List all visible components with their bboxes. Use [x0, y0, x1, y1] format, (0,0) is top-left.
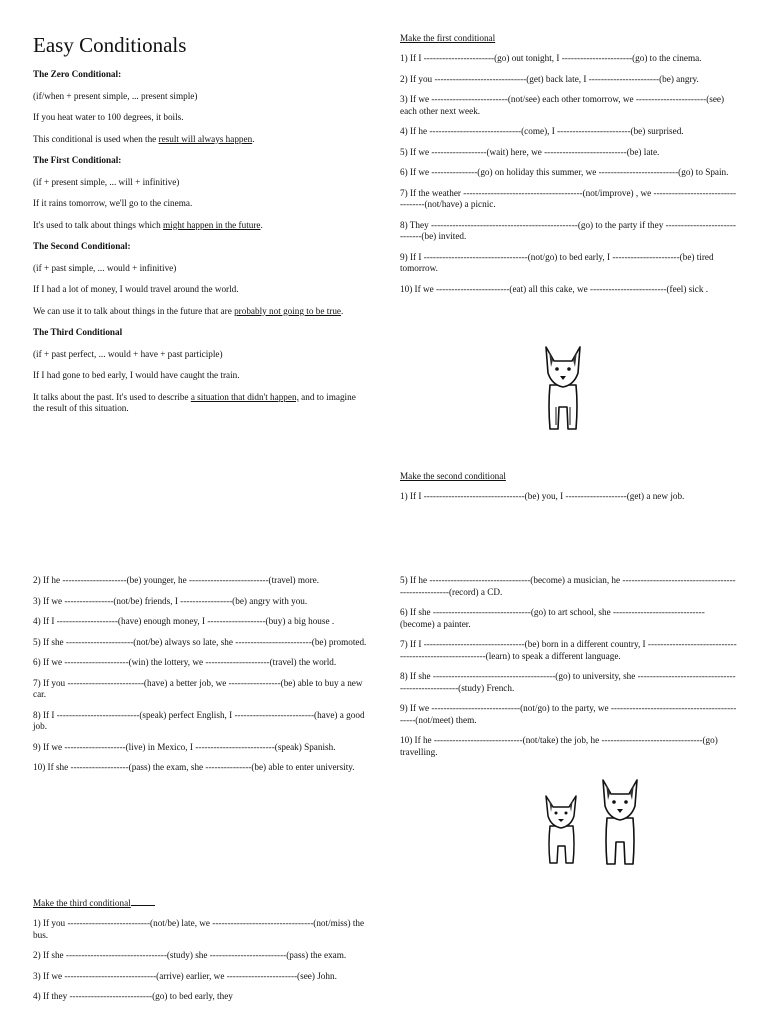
exercise-item: 9) If I ----------------------------------(not/go) to bed early, I ----------------------(be) tired tomorrow. — [400, 251, 714, 273]
zero-heading: The Zero Conditional: — [33, 69, 122, 79]
exercise-item: 2) If she ---------------------------------(study) she -------------------------(pass) the exam. — [33, 950, 347, 960]
exercise-item: 8) They ------------------------------------------------(go) to the party if they ------------------------------(be) invited. — [400, 219, 736, 241]
exercise-item: 3) If we ------------------------------(arrive) earlier, we -----------------------(see) John. — [33, 970, 337, 981]
exercise-item: 3) If we -------------------------(not/see) each other tomorrow, we -----------------------(see) each other next week. — [400, 94, 725, 116]
exercise-second-extra — [400, 575, 738, 758]
exercise-second-heading: Make the second conditional — [400, 471, 506, 481]
exercise-second-conditional — [400, 471, 738, 503]
first-formula: (if + present simple, ... will + infinitive) — [33, 176, 180, 187]
exercise-item: 1) If I ---------------------------------(be) you, I --------------------(get) a new job. — [400, 491, 685, 501]
exercise-item: 6) If she --------------------------------(go) to art school, she ------------------------------(become) a painter. — [400, 607, 705, 629]
exercise-third-list — [33, 918, 371, 1003]
exercise-item: 9) If we --------------------(live) in Mexico, I --------------------------(speak) Spanish. — [33, 741, 336, 752]
exercise-second-list-c — [400, 575, 738, 758]
second-usage: We can use it to talk about things in the future that are probably not going to be true. — [33, 305, 344, 316]
exercise-first-heading: Make the first conditional — [400, 33, 496, 43]
exercise-item: 7) If I ---------------------------------(be) born in a different country, I ---------------------------------------------------------(learn) to speak a different language. — [400, 639, 737, 661]
exercise-item: 5) If he ---------------------------------(become) a musician, he -----------------------------------------------------(record) a CD. — [400, 575, 736, 597]
third-example: If I had gone to bed early, I would have caught the train. — [33, 370, 240, 380]
exercise-item: 10) If she -------------------(pass) the exam, she ---------------(be) able to enter university. — [33, 762, 355, 772]
exercise-second-list-b — [33, 575, 371, 774]
exercise-item: 2) If he ---------------------(be) younger, he --------------------------(travel) more. — [33, 575, 320, 585]
exercise-item: 6) If we ---------------------(win) the lottery, we ---------------------(travel) the world. — [33, 657, 337, 667]
exercise-item: 2) If you ------------------------------(get) back late, I -----------------------(be) angry. — [400, 73, 699, 84]
exercise-item: 1) If you ---------------------------(not/be) late, we ---------------------------------(not/miss) the bus. — [33, 918, 365, 940]
exercise-item: 8) If I ---------------------------(speak) perfect English, I --------------------------(have) a good job. — [33, 709, 365, 731]
exercise-third-heading: Make the third conditional — [33, 898, 371, 909]
zero-usage: This conditional is used when the result will always happen. — [33, 133, 255, 144]
exercise-item: 10) If he -----------------------------(not/take) the job, he ---------------------------------(go) travelling. — [400, 735, 718, 757]
zero-formula: (if/when + present simple, ... present simple) — [33, 90, 198, 101]
first-heading: The First Conditional: — [33, 155, 122, 165]
exercise-item: 4) If they ---------------------------(go) to bed early, they — [33, 991, 233, 1001]
second-formula: (if + past simple, ... would + infinitive) — [33, 262, 177, 273]
exercise-item: 4) If he ------------------------------(come), I ------------------------(be) surprised. — [400, 126, 684, 136]
exercise-item: 1) If I -----------------------(go) out tonight, I -----------------------(go) to the cinema. — [400, 53, 702, 63]
page-title: Easy Conditionals — [33, 33, 187, 57]
exercise-item: 8) If she ----------------------------------------(go) to university, she ---------------------------------------------------(study) French. — [400, 671, 736, 693]
first-example: If it rains tomorrow, we'll go to the cinema. — [33, 198, 193, 208]
second-example: If I had a lot of money, I would travel around the world. — [33, 284, 239, 294]
exercise-item: 5) If we ------------------(wait) here, we ---------------------------(be) late. — [400, 146, 660, 157]
exercise-item: 10) If we ------------------------(eat) all this cake, we -------------------------(feel) sick . — [400, 283, 709, 294]
first-usage: It's used to talk about things which might happen in the future. — [33, 219, 263, 230]
exercise-third-conditional — [33, 898, 371, 1003]
exercise-item: 7) If you -------------------------(have) a better job, we -----------------(be) able to buy a new car. — [33, 677, 363, 699]
grammar-reference — [33, 33, 363, 415]
two-dogs-illustration-icon — [541, 778, 645, 868]
exercise-item: 3) If we ----------------(not/be) friends, I -----------------(be) angry with you. — [33, 595, 308, 606]
third-formula: (if + past perfect, ... would + have + past participle) — [33, 348, 223, 359]
exercise-item: 5) If she ----------------------(not/be) always so late, she -------------------------(be) promoted. — [33, 636, 367, 647]
exercise-first-conditional — [400, 33, 738, 295]
exercise-first-list — [400, 53, 738, 295]
exercise-item: 4) If I --------------------(have) enough money, I -------------------(buy) a big house . — [33, 616, 335, 626]
third-usage: It talks about the past. It's used to describe a situation that didn't happen, and to imagine the result of this situation. — [33, 391, 356, 413]
second-heading: The Second Conditional: — [33, 241, 131, 251]
dog-illustration-icon — [540, 345, 586, 433]
exercise-second-continued — [33, 575, 371, 774]
exercise-item: 7) If the weather ---------------------------------------(not/improve) , we -----------------------------------(not/have) a picnic. — [400, 187, 737, 209]
exercise-item: 9) If we -----------------------------(not/go) to the party, we ----------------------------------------------(not/meet) them. — [400, 703, 737, 725]
exercise-second-list-a — [400, 491, 738, 503]
third-heading: The Third Conditional — [33, 327, 123, 337]
zero-example: If you heat water to 100 degrees, it boils. — [33, 112, 184, 122]
exercise-item: 6) If we ---------------(go) on holiday this summer, we --------------------------(go) to Spain. — [400, 167, 729, 177]
